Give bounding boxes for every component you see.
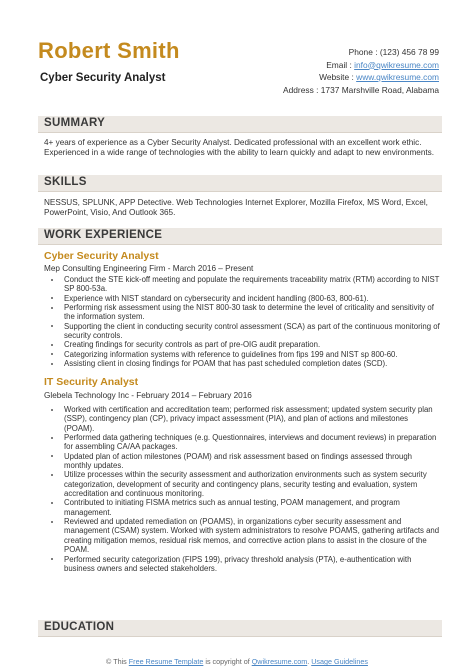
education-section-header [38, 620, 442, 637]
qwikresume-link[interactable]: Qwikresume.com [251, 657, 308, 666]
footer-dot: . [307, 657, 310, 666]
website-label: Website : [319, 72, 354, 82]
summary-heading: SUMMARY [44, 117, 106, 129]
education-heading: EDUCATION [44, 621, 115, 633]
summary-section-header [38, 116, 442, 133]
list-item: Conduct the STE kick-off meeting and populate the requirements traceability matrix (RTM) according to NIST SP 800-53a. [60, 275, 440, 294]
contact-block [283, 46, 439, 96]
job-1-company: Mep Consulting Engineering Firm - March 2016 – Present [44, 264, 254, 273]
list-item: Supporting the client in conducting security control assessment (SCA) as part of the continuous monitoring of security controls. [60, 322, 440, 341]
list-item: Assisting client in closing findings for POAM that has past scheduled completion dates (SCD). [60, 359, 440, 368]
phone-label: Phone : [348, 47, 378, 57]
email-label: Email : [326, 59, 352, 70]
skills-text: NESSUS, SPLUNK, APP Detective. Web Technologies Internet Explorer, Mozilla Firefox, MS Word, Excel, PowerPoint, Visio, And Outlook 365. [44, 198, 428, 218]
skills-heading: SKILLS [44, 176, 87, 188]
footer-middle: is copyright of [205, 657, 250, 666]
list-item: Creating findings for security controls as part of pre-OIG audit preparation. [60, 340, 440, 349]
skills-section-header [38, 175, 442, 192]
address-value: 1737 Marshville Road, Alabama [320, 84, 439, 95]
contact-phone-row [283, 46, 439, 59]
list-item: Updated plan of action milestones (POAM) and risk assessment based on findings assessed through monthly updates. [60, 452, 440, 471]
email-link[interactable]: info@qwikresume.com [354, 59, 439, 70]
job-2-company: Glebela Technology Inc - February 2014 – February 2016 [44, 391, 252, 400]
list-item: Performing risk assessment using the NIST 800-30 task to determine the level of criticality and sensitivity of the information system. [60, 303, 440, 322]
job-1-bullets [60, 275, 440, 368]
summary-text: 4+ years of experience as a Cyber Security Analyst. Dedicated professional with an excellent work ethic. Experienced in a wide range of technologies with the ability to learn quickly and adapt to new environments. [44, 138, 435, 158]
list-item: Categorizing information systems with reference to guidelines from fips 199 and NIST sp 800-60. [60, 350, 440, 359]
phone-value: (123) 456 78 99 [379, 47, 439, 57]
free-resume-template-link[interactable]: Free Resume Template [128, 657, 204, 666]
list-item: Utilize processes within the security assessment and authorization environments such as system security categorization, development of security and contingency plans, security testing and evaluation, system accreditation and continuous monitoring. [60, 470, 440, 498]
contact-address-row [283, 84, 439, 97]
job-2-bullets [60, 405, 440, 573]
job-2-title: IT Security Analyst [44, 376, 139, 388]
list-item: Experience with NIST standard on cybersecurity and incident handling (800-63, 800-61). [60, 294, 440, 303]
address-label: Address : [283, 84, 319, 95]
list-item: Performed security categorization (FIPS 199), privacy threshold analysis (PTA), e-authentication with business owners and selected stakeholders. [60, 555, 440, 574]
website-link[interactable]: www.qwikresume.com [356, 72, 439, 82]
resume-header [38, 38, 442, 108]
list-item: Worked with certification and accreditation team; performed risk assessment; updated system security plan (SSP), contingency plan (CP), privacy impact assessment (PIA), and plan of actions and milestones (POAM). [60, 405, 440, 433]
contact-website-row [283, 71, 439, 84]
experience-heading: WORK EXPERIENCE [44, 229, 163, 241]
list-item: Contributed to initiating FISMA metrics such as annual testing, POAM management, and program management. [60, 498, 440, 517]
list-item: Reviewed and updated remediation on (POAMS), in organizations cyber security assessment and management (CSAM) system. Worked with system administrators to resolve POAMS, gathering artifacts and creating mitigation memos, residual risk memos, and corrective action plans to assist in the closure of the POAM. [60, 517, 440, 554]
contact-email-row [283, 59, 439, 72]
job-1-title: Cyber Security Analyst [44, 250, 159, 262]
usage-guidelines-link[interactable]: Usage Guidelines [311, 657, 368, 666]
candidate-name: Robert Smith [38, 38, 180, 63]
candidate-job-title: Cyber Security Analyst [40, 72, 166, 84]
list-item: Performed data gathering techniques (e.g. Questionnaires, interviews and document reviews) in preparation for assembling CA/AA packages. [60, 433, 440, 452]
experience-section-header [38, 228, 442, 245]
footer-prefix: © This [106, 657, 127, 666]
page-footer [0, 657, 474, 666]
